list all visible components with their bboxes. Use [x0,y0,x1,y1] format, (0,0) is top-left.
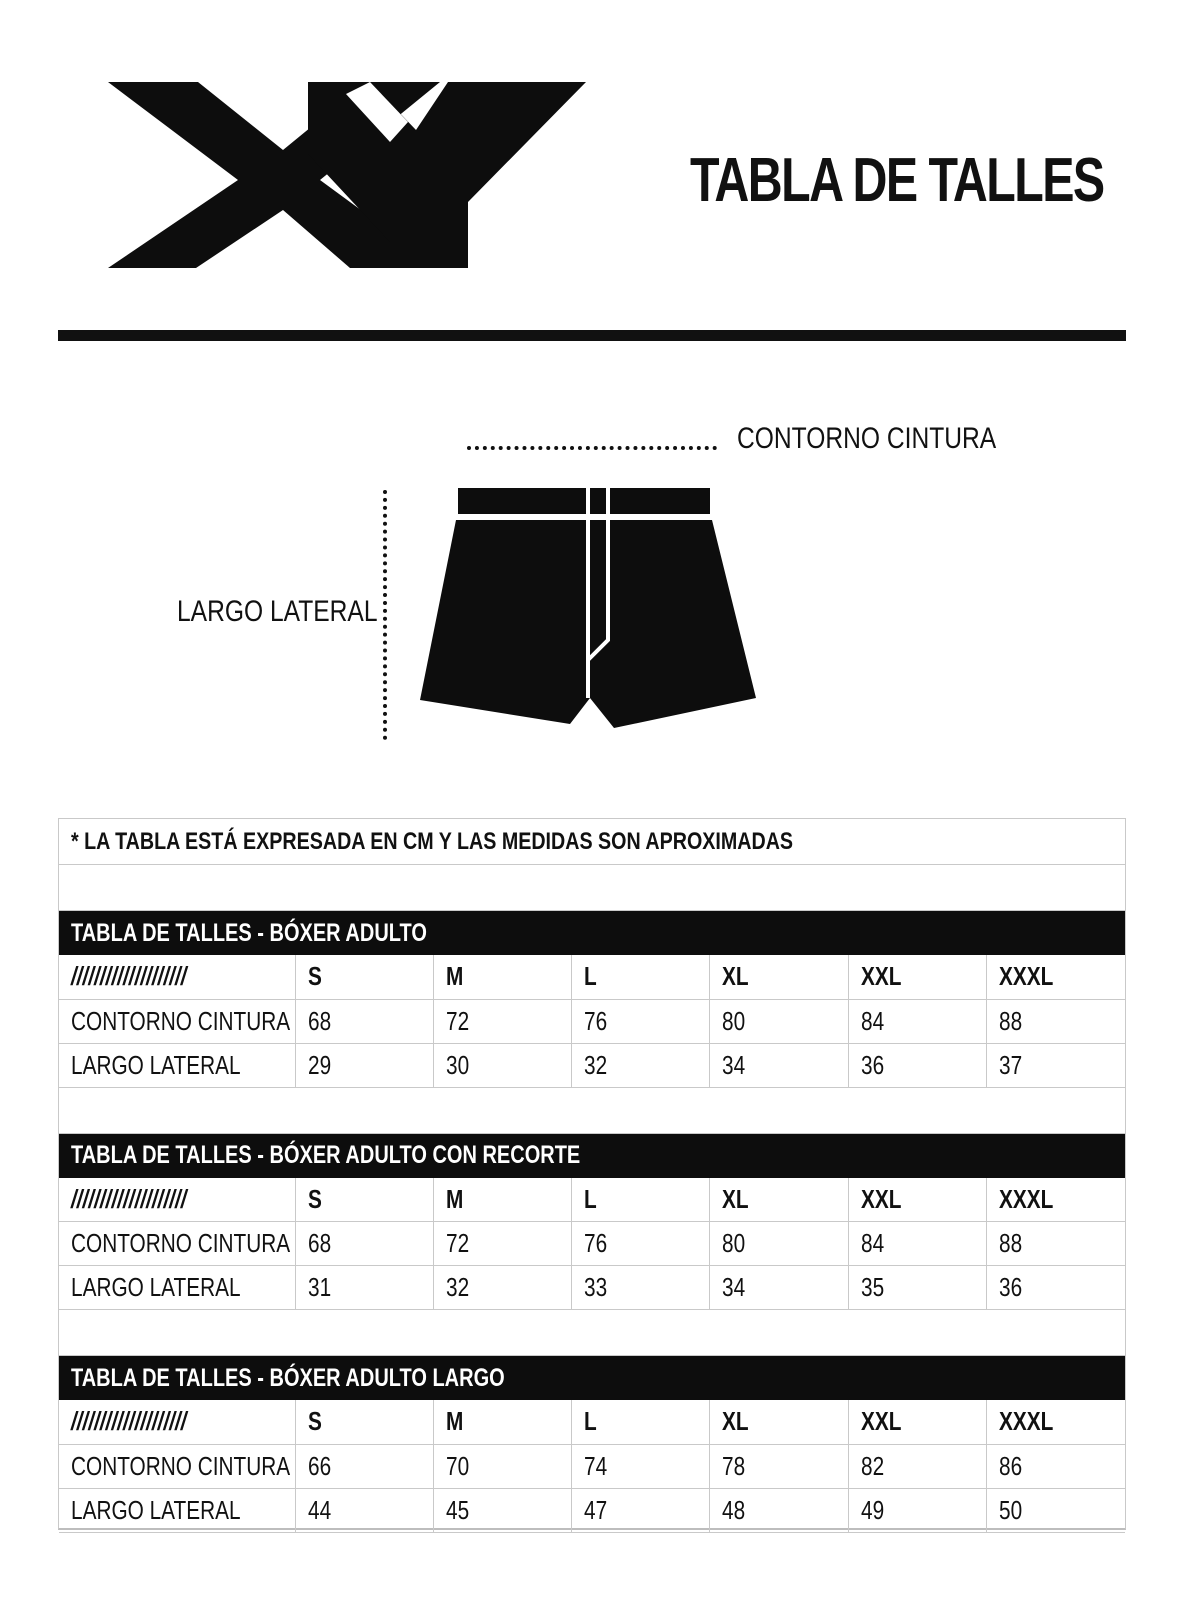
size-label: XXL [848,1400,986,1444]
size-header-row [59,1400,1125,1444]
row-label: CONTORNO CINTURA [59,1444,295,1488]
table-cell: 32 [572,1043,710,1087]
blank-row [59,865,1125,911]
table-cell: 88 [987,999,1125,1043]
section-title-bar [59,1134,1125,1178]
size-label: XXXL [987,955,1125,999]
size-table [59,1178,1125,1311]
size-header-row [59,955,1125,999]
table-cell: 34 [710,1266,848,1310]
size-label: XXL [848,955,986,999]
section-title: TABLA DE TALLES - BÓXER ADULTO LARGO [71,1363,505,1392]
blank-row [59,1310,1125,1356]
size-label: M [433,1400,571,1444]
table-row [59,999,1125,1043]
header-filler: //////////////////// [59,1400,295,1444]
blank-row [59,1088,1125,1134]
size-label: M [433,955,571,999]
header-filler: //////////////////// [59,955,295,999]
table-row [59,1444,1125,1488]
table-cell: 82 [848,1444,986,1488]
section-title: TABLA DE TALLES - BÓXER ADULTO CON RECORTE [71,1141,581,1169]
brand-logo [108,82,586,272]
measurement-note-row [59,819,1125,865]
size-chart [58,818,1126,1530]
size-label: XL [710,1400,848,1444]
table-cell: 72 [433,1222,571,1266]
measurement-note: * LA TABLA ESTÁ EXPRESADA EN CM Y LAS MEDIDAS SON APROXIMADAS [71,827,794,855]
table-cell: 30 [433,1043,571,1087]
size-label: S [295,1400,433,1444]
table-cell: 29 [295,1043,433,1087]
table-cell: 35 [848,1266,986,1310]
header-divider [58,330,1126,341]
page-title: TABLA DE TALLES [690,146,1104,215]
size-table [59,955,1125,1088]
table-row [59,1043,1125,1087]
size-label: XL [710,955,848,999]
table-cell: 37 [987,1043,1125,1087]
row-label: CONTORNO CINTURA [59,999,295,1043]
table-cell: 48 [710,1488,848,1532]
table-cell: 70 [433,1444,571,1488]
table-cell: 31 [295,1266,433,1310]
table-cell: 80 [710,999,848,1043]
table-cell: 50 [987,1488,1125,1532]
side-measure-line [383,490,387,740]
table-cell: 68 [295,999,433,1043]
table-cell: 36 [987,1266,1125,1310]
table-cell: 80 [710,1222,848,1266]
table-cell: 44 [295,1488,433,1532]
row-label: LARGO LATERAL [59,1043,295,1087]
size-label: S [295,955,433,999]
table-cell: 68 [295,1222,433,1266]
table-cell: 84 [848,1222,986,1266]
table-cell: 47 [572,1488,710,1532]
table-cell: 78 [710,1444,848,1488]
size-label: XXXL [987,1178,1125,1222]
size-label: L [572,955,710,999]
row-label: LARGO LATERAL [59,1488,295,1532]
size-label: M [433,1178,571,1222]
waist-measure-label: CONTORNO CINTURA [737,422,997,455]
size-label: XXL [848,1178,986,1222]
size-label: L [572,1400,710,1444]
table-row [59,1488,1125,1532]
measurement-diagram [0,400,1181,760]
table-cell: 36 [848,1043,986,1087]
section-title-bar [59,1356,1125,1400]
table-cell: 88 [987,1222,1125,1266]
section-title: TABLA DE TALLES - BÓXER ADULTO [71,918,427,947]
size-header-row [59,1178,1125,1222]
waist-measure-line [467,446,717,450]
table-row [59,1222,1125,1266]
table-cell: 86 [987,1444,1125,1488]
table-cell: 33 [572,1266,710,1310]
boxer-shorts-icon [420,488,768,734]
table-row [59,1266,1125,1310]
table-cell: 84 [848,999,986,1043]
header-filler: //////////////////// [59,1178,295,1222]
size-table [59,1400,1125,1533]
row-label: CONTORNO CINTURA [59,1222,295,1266]
size-label: XXXL [987,1400,1125,1444]
table-cell: 66 [295,1444,433,1488]
table-cell: 76 [572,1222,710,1266]
table-cell: 45 [433,1488,571,1532]
table-cell: 34 [710,1043,848,1087]
table-cell: 74 [572,1444,710,1488]
table-cell: 49 [848,1488,986,1532]
side-measure-label: LARGO LATERAL [177,595,378,628]
size-label: S [295,1178,433,1222]
size-label: XL [710,1178,848,1222]
size-label: L [572,1178,710,1222]
table-cell: 76 [572,999,710,1043]
table-cell: 72 [433,999,571,1043]
table-cell: 32 [433,1266,571,1310]
row-label: LARGO LATERAL [59,1266,295,1310]
section-title-bar [59,911,1125,955]
